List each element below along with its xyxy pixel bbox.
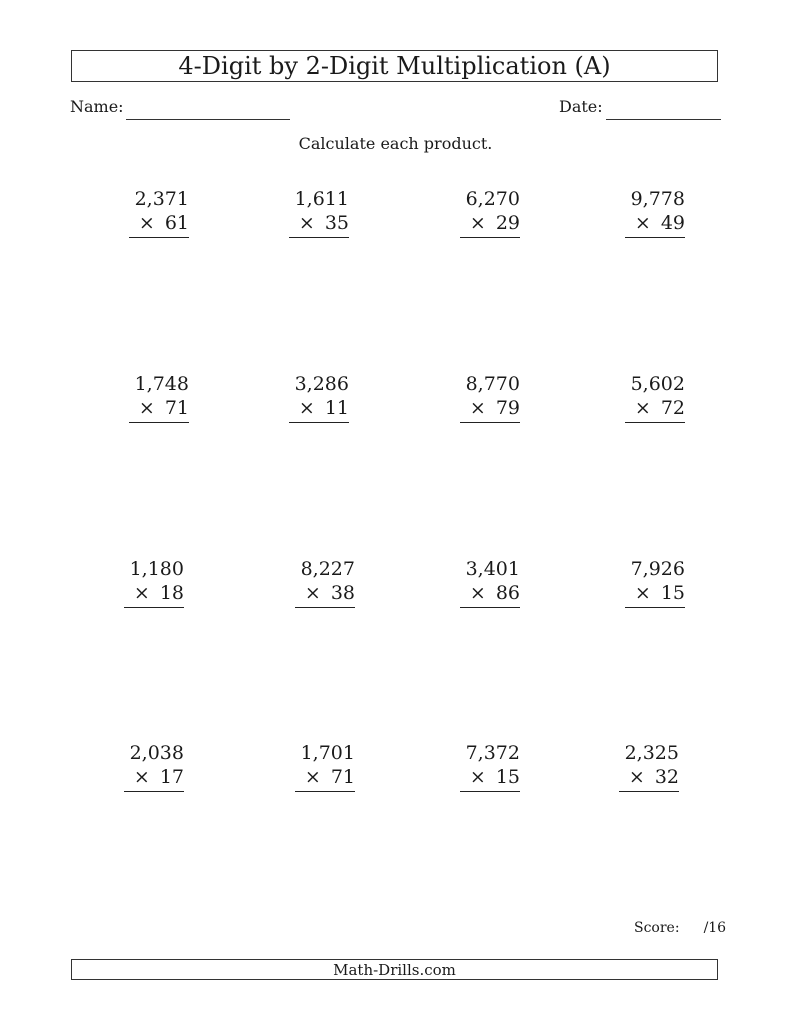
times-sign: ×: [628, 766, 645, 788]
multiplier: 86: [495, 582, 520, 604]
multiplier-row: [619, 765, 679, 792]
multiplier: 11: [324, 397, 349, 419]
times-sign: ×: [304, 766, 321, 788]
multiplier: 18: [159, 582, 184, 604]
problem-5: [129, 372, 189, 423]
multiplier: 17: [159, 766, 184, 788]
problem-11: [460, 557, 520, 608]
multiplicand: 9,778: [630, 188, 685, 210]
times-sign: ×: [634, 582, 651, 604]
problem-4: [625, 187, 685, 238]
times-sign: ×: [133, 582, 150, 604]
times-sign: ×: [469, 766, 486, 788]
multiplier-row: [460, 581, 520, 608]
problem-12: [625, 557, 685, 608]
multiplier-row: [460, 396, 520, 423]
multiplicand: 2,038: [129, 742, 184, 764]
problem-3: [460, 187, 520, 238]
multiplier: 15: [495, 766, 520, 788]
multiplier: 49: [660, 212, 685, 234]
footer-text: Math-Drills.com: [333, 960, 456, 979]
times-sign: ×: [469, 212, 486, 234]
multiplicand: 1,701: [300, 742, 355, 764]
multiplier-row: [129, 211, 189, 238]
multiplier: 38: [330, 582, 355, 604]
score-label: Score:: [634, 920, 680, 936]
multiplicand: 1,748: [134, 373, 189, 395]
name-label: Name:: [70, 97, 124, 116]
times-sign: ×: [469, 397, 486, 419]
problem-8: [625, 372, 685, 423]
multiplier-row: [129, 396, 189, 423]
times-sign: ×: [133, 766, 150, 788]
times-sign: ×: [138, 212, 155, 234]
date-line: [606, 119, 721, 120]
multiplier: 79: [495, 397, 520, 419]
multiplier: 72: [660, 397, 685, 419]
problem-1: [129, 187, 189, 238]
problem-9: [124, 557, 184, 608]
multiplier-row: [124, 581, 184, 608]
instructions: Calculate each product.: [298, 134, 493, 153]
problem-10: [295, 557, 355, 608]
score-total: /16: [703, 920, 727, 936]
problem-2: [289, 187, 349, 238]
multiplier: 29: [495, 212, 520, 234]
times-sign: ×: [304, 582, 321, 604]
score: [634, 920, 726, 936]
multiplier: 15: [660, 582, 685, 604]
times-sign: ×: [634, 397, 651, 419]
multiplicand: 2,371: [134, 188, 189, 210]
multiplier-row: [124, 765, 184, 792]
multiplier-row: [295, 765, 355, 792]
times-sign: ×: [298, 397, 315, 419]
problem-14: [295, 741, 355, 792]
multiplicand: 8,227: [300, 558, 355, 580]
multiplier-row: [460, 211, 520, 238]
multiplicand: 2,325: [624, 742, 679, 764]
multiplicand: 1,611: [294, 188, 349, 210]
multiplier-row: [625, 211, 685, 238]
problem-7: [460, 372, 520, 423]
multiplicand: 5,602: [630, 373, 685, 395]
multiplicand: 3,286: [294, 373, 349, 395]
multiplicand: 7,926: [630, 558, 685, 580]
multiplier: 71: [164, 397, 189, 419]
date-label: Date:: [559, 97, 603, 116]
problem-6: [289, 372, 349, 423]
multiplier: 35: [324, 212, 349, 234]
times-sign: ×: [634, 212, 651, 234]
multiplier: 71: [330, 766, 355, 788]
name-line: [126, 119, 290, 120]
times-sign: ×: [469, 582, 486, 604]
multiplier-row: [295, 581, 355, 608]
times-sign: ×: [138, 397, 155, 419]
multiplicand: 8,770: [465, 373, 520, 395]
footer: [71, 959, 718, 980]
problem-15: [460, 741, 520, 792]
worksheet-title: [71, 50, 718, 82]
problem-13: [124, 741, 184, 792]
multiplier-row: [289, 211, 349, 238]
multiplier-row: [625, 581, 685, 608]
multiplicand: 1,180: [129, 558, 184, 580]
times-sign: ×: [298, 212, 315, 234]
multiplicand: 3,401: [465, 558, 520, 580]
problem-16: [619, 741, 679, 792]
multiplier-row: [460, 765, 520, 792]
multiplicand: 7,372: [465, 742, 520, 764]
multiplier: 32: [654, 766, 679, 788]
multiplier-row: [625, 396, 685, 423]
multiplier: 61: [164, 212, 189, 234]
worksheet-title-text: 4-Digit by 2-Digit Multiplication (A): [178, 52, 611, 80]
multiplier-row: [289, 396, 349, 423]
multiplicand: 6,270: [465, 188, 520, 210]
